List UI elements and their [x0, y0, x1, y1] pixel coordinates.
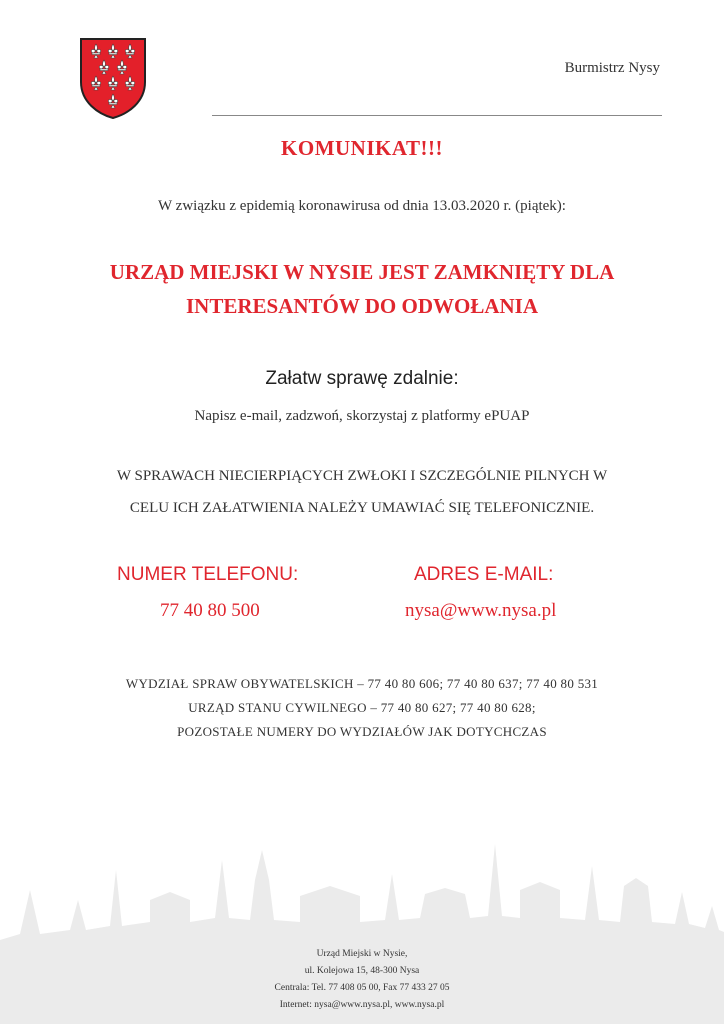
urgent-notice — [0, 460, 724, 524]
footer-line: Urząd Miejski w Nysie, — [316, 949, 408, 959]
closure-notice — [0, 255, 724, 323]
footer-address — [232, 946, 492, 1014]
email-label: ADRES E-MAIL: — [414, 564, 554, 585]
remote-subtext: Napisz e-mail, zadzwoń, skorzystaj z platformy ePUAP — [194, 408, 530, 424]
department-line: URZĄD STANU CYWILNEGO – 77 40 80 627; 77 40 80 628; — [188, 700, 536, 715]
email-address[interactable]: nysa@www.nysa.pl — [405, 600, 557, 621]
footer-line: ul. Kolejowa 15, 48-300 Nysa — [304, 966, 420, 976]
phone-label: NUMER TELEFONU: — [117, 564, 299, 585]
coat-of-arms-icon — [78, 36, 148, 120]
mayor-title: Burmistrz Nysy — [564, 60, 660, 76]
urgent-line-1: W SPRAWACH NIECIERPIĄCYCH ZWŁOKI I SZCZEGÓLNIE PILNYCH W — [116, 468, 608, 484]
department-numbers — [0, 672, 724, 744]
department-line: POZOSTAŁE NUMERY DO WYDZIAŁÓW JAK DOTYCHCZAS — [177, 724, 547, 739]
footer-line: Centrala: Tel. 77 408 05 00, Fax 77 433 27 05 — [274, 983, 450, 993]
intro-text: W związku z epidemią koronawirusa od dnia 13.03.2020 r. (piątek): — [158, 198, 566, 214]
department-line: WYDZIAŁ SPRAW OBYWATELSKICH – 77 40 80 606; 77 40 80 637; 77 40 80 531 — [125, 676, 599, 691]
header-divider — [212, 115, 662, 116]
closure-line-2: INTERESANTÓW DO ODWOŁANIA — [185, 294, 538, 318]
announcement-title: KOMUNIKAT!!! — [281, 136, 443, 160]
footer-line: Internet: nysa@www.nysa.pl, www.nysa.pl — [279, 1000, 445, 1010]
remote-heading: Załatw sprawę zdalnie: — [265, 368, 459, 389]
closure-line-1: URZĄD MIEJSKI W NYSIE JEST ZAMKNIĘTY DLA — [109, 260, 615, 284]
phone-number[interactable]: 77 40 80 500 — [160, 600, 260, 621]
urgent-line-2: CELU ICH ZAŁATWIENIA NALEŻY UMAWIAĆ SIĘ TELEFONICZNIE. — [129, 500, 595, 516]
